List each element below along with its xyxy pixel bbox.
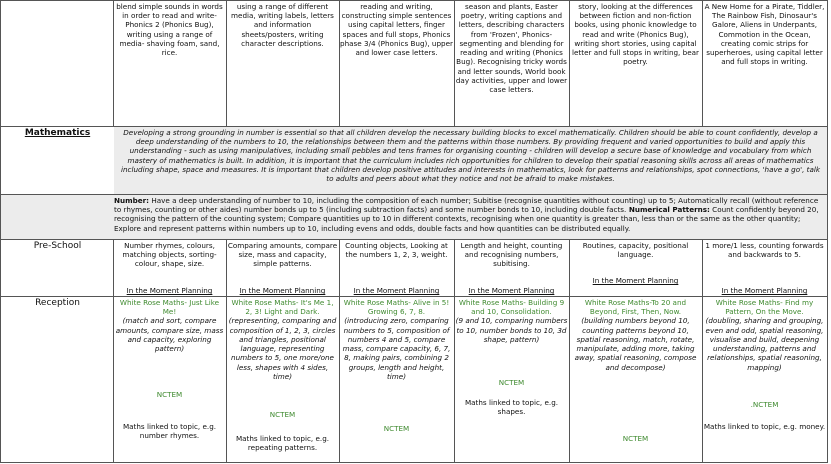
nctem-label: NCTEM bbox=[498, 378, 525, 387]
literacy-cell-3: reading and writing, constructing simple sentences using capital letters, finger spaces and full stops, Phonics phase 3/4 (Phonics Bug), upper and lower case letters. bbox=[340, 2, 453, 58]
row-divider bbox=[0, 296, 828, 297]
literacy-cell-6: A New Home for a Pirate, Tiddler, The Rainbow Fish, Dinosaur's Galore, Aliens in Underpants, Commotion in the Ocean, creating comic strips for superheroes, using capital letter and full stops in writing. bbox=[704, 2, 825, 67]
literacy-cell-2: using a range of different media, writing labels, letters and information sheets/posters, writing character descriptions. bbox=[231, 2, 334, 48]
preschool-heading: Pre-School bbox=[33, 241, 82, 251]
topic-link: Maths linked to topic, e.g. money. bbox=[703, 422, 826, 431]
reception-cell-5 bbox=[570, 298, 701, 462]
number-goals bbox=[1, 195, 827, 239]
preschool-cell-3 bbox=[340, 241, 453, 296]
preschool-cell-6 bbox=[703, 241, 826, 296]
nctem-label: NCTEM bbox=[156, 390, 183, 399]
planning-label: In the Moment Planning bbox=[353, 286, 440, 295]
reception-title: White Rose Maths- Just Like Me! bbox=[119, 298, 220, 317]
preschool-text: Routines, capacity, positional language. bbox=[582, 241, 689, 260]
reception-title: White Rose Maths- It's Me 1, 2, 3! Light and Dark. bbox=[231, 298, 334, 317]
topic-link: Maths linked to topic, e.g. repeating patterns. bbox=[235, 434, 330, 453]
mathematics-intro: Developing a strong grounding in number is essential so that all children develop the necessary building blocks to excel mathematically. Children should be able to count confidently, develop a deep understanding of the numbers to 10, the relationships between them and the patterns within those numbers. By providing frequent and varied opportunities to build and apply this understanding - such as using manipulatives, including small pebbles and tens frames for organising counting - children will develop a secure base of knowledge and vocabulary from which mastery of mathematics is built. In addition, it is important that the curriculum includes rich opportunities for children to develop their spatial reasoning skills across all areas of mathematics including shape, space and measures. It is important that children develop positive attitudes and interests in mathematics, look for patterns and relationships, spot connections, 'have a go', talk to adults and peers about what they notice and not be afraid to make mistakes. bbox=[114, 127, 827, 194]
planning-label: In the Moment Planning bbox=[126, 286, 213, 295]
reception-cell-4 bbox=[455, 298, 568, 462]
reception-detail: (doubling, sharing and grouping, even and odd, spatial reasoning, visualise and build, deepening understanding, patterns and relationships, spatial reasoning, mapping) bbox=[705, 316, 824, 372]
nctem-label: NCTEM bbox=[383, 424, 410, 433]
table-bottom-border bbox=[0, 462, 828, 463]
row-divider bbox=[0, 239, 828, 240]
column-divider bbox=[827, 0, 828, 463]
number-label: Number: bbox=[114, 196, 150, 205]
preschool-text: Length and height, counting and recognising numbers, subitising. bbox=[460, 241, 563, 269]
planning-label: In the Moment Planning bbox=[592, 276, 679, 285]
reception-detail: (representing, comparing and composition of 1, 2, 3, circles and triangles, positional language, representing numbers to 5, one more/one less, shapes with 4 sides, time) bbox=[228, 316, 337, 381]
table-top-border bbox=[0, 0, 828, 1]
reception-title: White Rose Maths-To 20 and Beyond, First, Then, Now. bbox=[584, 298, 687, 317]
reception-title: White Rose Maths- Building 9 and 10, Consolidation. bbox=[458, 298, 565, 317]
reception-detail: (introducing zero, comparing numbers to 5, composition of numbers 4 and 5, compare mass, compare capacity, 6, 7, 8, making pairs, combining 2 groups, length and height, time) bbox=[342, 316, 451, 381]
reception-detail: (9 and 10, comparing numbers to 10, number bonds to 10, 3d shape, pattern) bbox=[455, 316, 568, 344]
planning-label: In the Moment Planning bbox=[721, 286, 808, 295]
topic-link: Maths linked to topic, e.g. number rhymes. bbox=[122, 422, 217, 441]
reception-heading: Reception bbox=[35, 298, 80, 308]
planning-label: In the Moment Planning bbox=[468, 286, 555, 295]
reception-cell-2 bbox=[227, 298, 338, 462]
number-text: Have a deep understanding of number to 10, including the composition of each number; Subitise (recognise quantities without counting) up to 5; Automatically recall (without reference to rhymes, counting or other aides) number bonds up to 5 (including subtraction facts) and some number bonds to 10, including double facts. bbox=[114, 196, 819, 215]
literacy-cell-4: season and plants, Easter poetry, writing captions and letters, describing characters from 'Frozen', Phonics- segmenting and blending for reading and writing (Phonics Bug). Recognising tricky words and letter sounds, World book day activities, upper and lower case letters. bbox=[455, 2, 568, 94]
preschool-cell-5 bbox=[570, 241, 701, 296]
patterns-text: Count confidently beyond 20, recognising the pattern of the counting system; Compare quantities up to 10 in different contexts, recognising when one quantity is greater than, less than or the same as the other quantity; Explore and represent patterns within numbers up to 10, including evens and odds, double facts and how quantities can be distributed equally. bbox=[114, 205, 819, 233]
preschool-text: 1 more/1 less, counting forwards and backwards to 5. bbox=[705, 241, 824, 260]
nctem-label: .NCTEM bbox=[750, 400, 779, 409]
literacy-cell-1: blend simple sounds in words in order to read and write- Phonics 2 (Phonics Bug), writing using a range of media- shaving foam, sand, rice. bbox=[116, 2, 223, 58]
reception-detail: (building numbers beyond 10, counting patterns beyond 10, spatial reasoning, match, rotate, manipulate, adding more, taking away, spatial reasoning, compose and decompose) bbox=[574, 316, 697, 372]
preschool-cell-4 bbox=[455, 241, 568, 296]
preschool-text: Number rhymes, colours, matching objects, sorting- colour, shape, size. bbox=[122, 241, 217, 269]
reception-title: White Rose Maths- Alive in 5! Growing 6, 7, 8. bbox=[343, 298, 450, 317]
patterns-label: Numerical Patterns: bbox=[626, 205, 710, 215]
reception-cell-3 bbox=[340, 298, 453, 462]
nctem-label: NCTEM bbox=[622, 434, 649, 443]
preschool-cell-2 bbox=[227, 241, 338, 296]
preschool-cell-1 bbox=[114, 241, 225, 296]
mathematics-heading: Mathematics bbox=[24, 128, 91, 138]
literacy-cell-5: story, looking at the differences between fiction and non-fiction books, using phonic knowledge to read and write (Phonics Bug), writing short stories, using capital letter and full stops in writing, bear poetry. bbox=[572, 2, 699, 67]
reception-cell-1 bbox=[114, 298, 225, 462]
topic-link: Maths linked to topic, e.g. shapes. bbox=[464, 398, 559, 417]
reception-title: White Rose Maths- Find my Pattern, On the Move. bbox=[715, 298, 814, 317]
reception-detail: (match and sort, compare amounts, compare size, mass and capacity, exploring pattern) bbox=[115, 316, 224, 354]
reception-cell-6 bbox=[703, 298, 826, 462]
preschool-text: Counting objects, Looking at the numbers 1, 2, 3, weight. bbox=[345, 241, 448, 260]
preschool-text: Comparing amounts, compare size, mass and capacity, simple patterns. bbox=[227, 241, 338, 269]
nctem-label: NCTEM bbox=[269, 410, 296, 419]
planning-label: In the Moment Planning bbox=[239, 286, 326, 295]
